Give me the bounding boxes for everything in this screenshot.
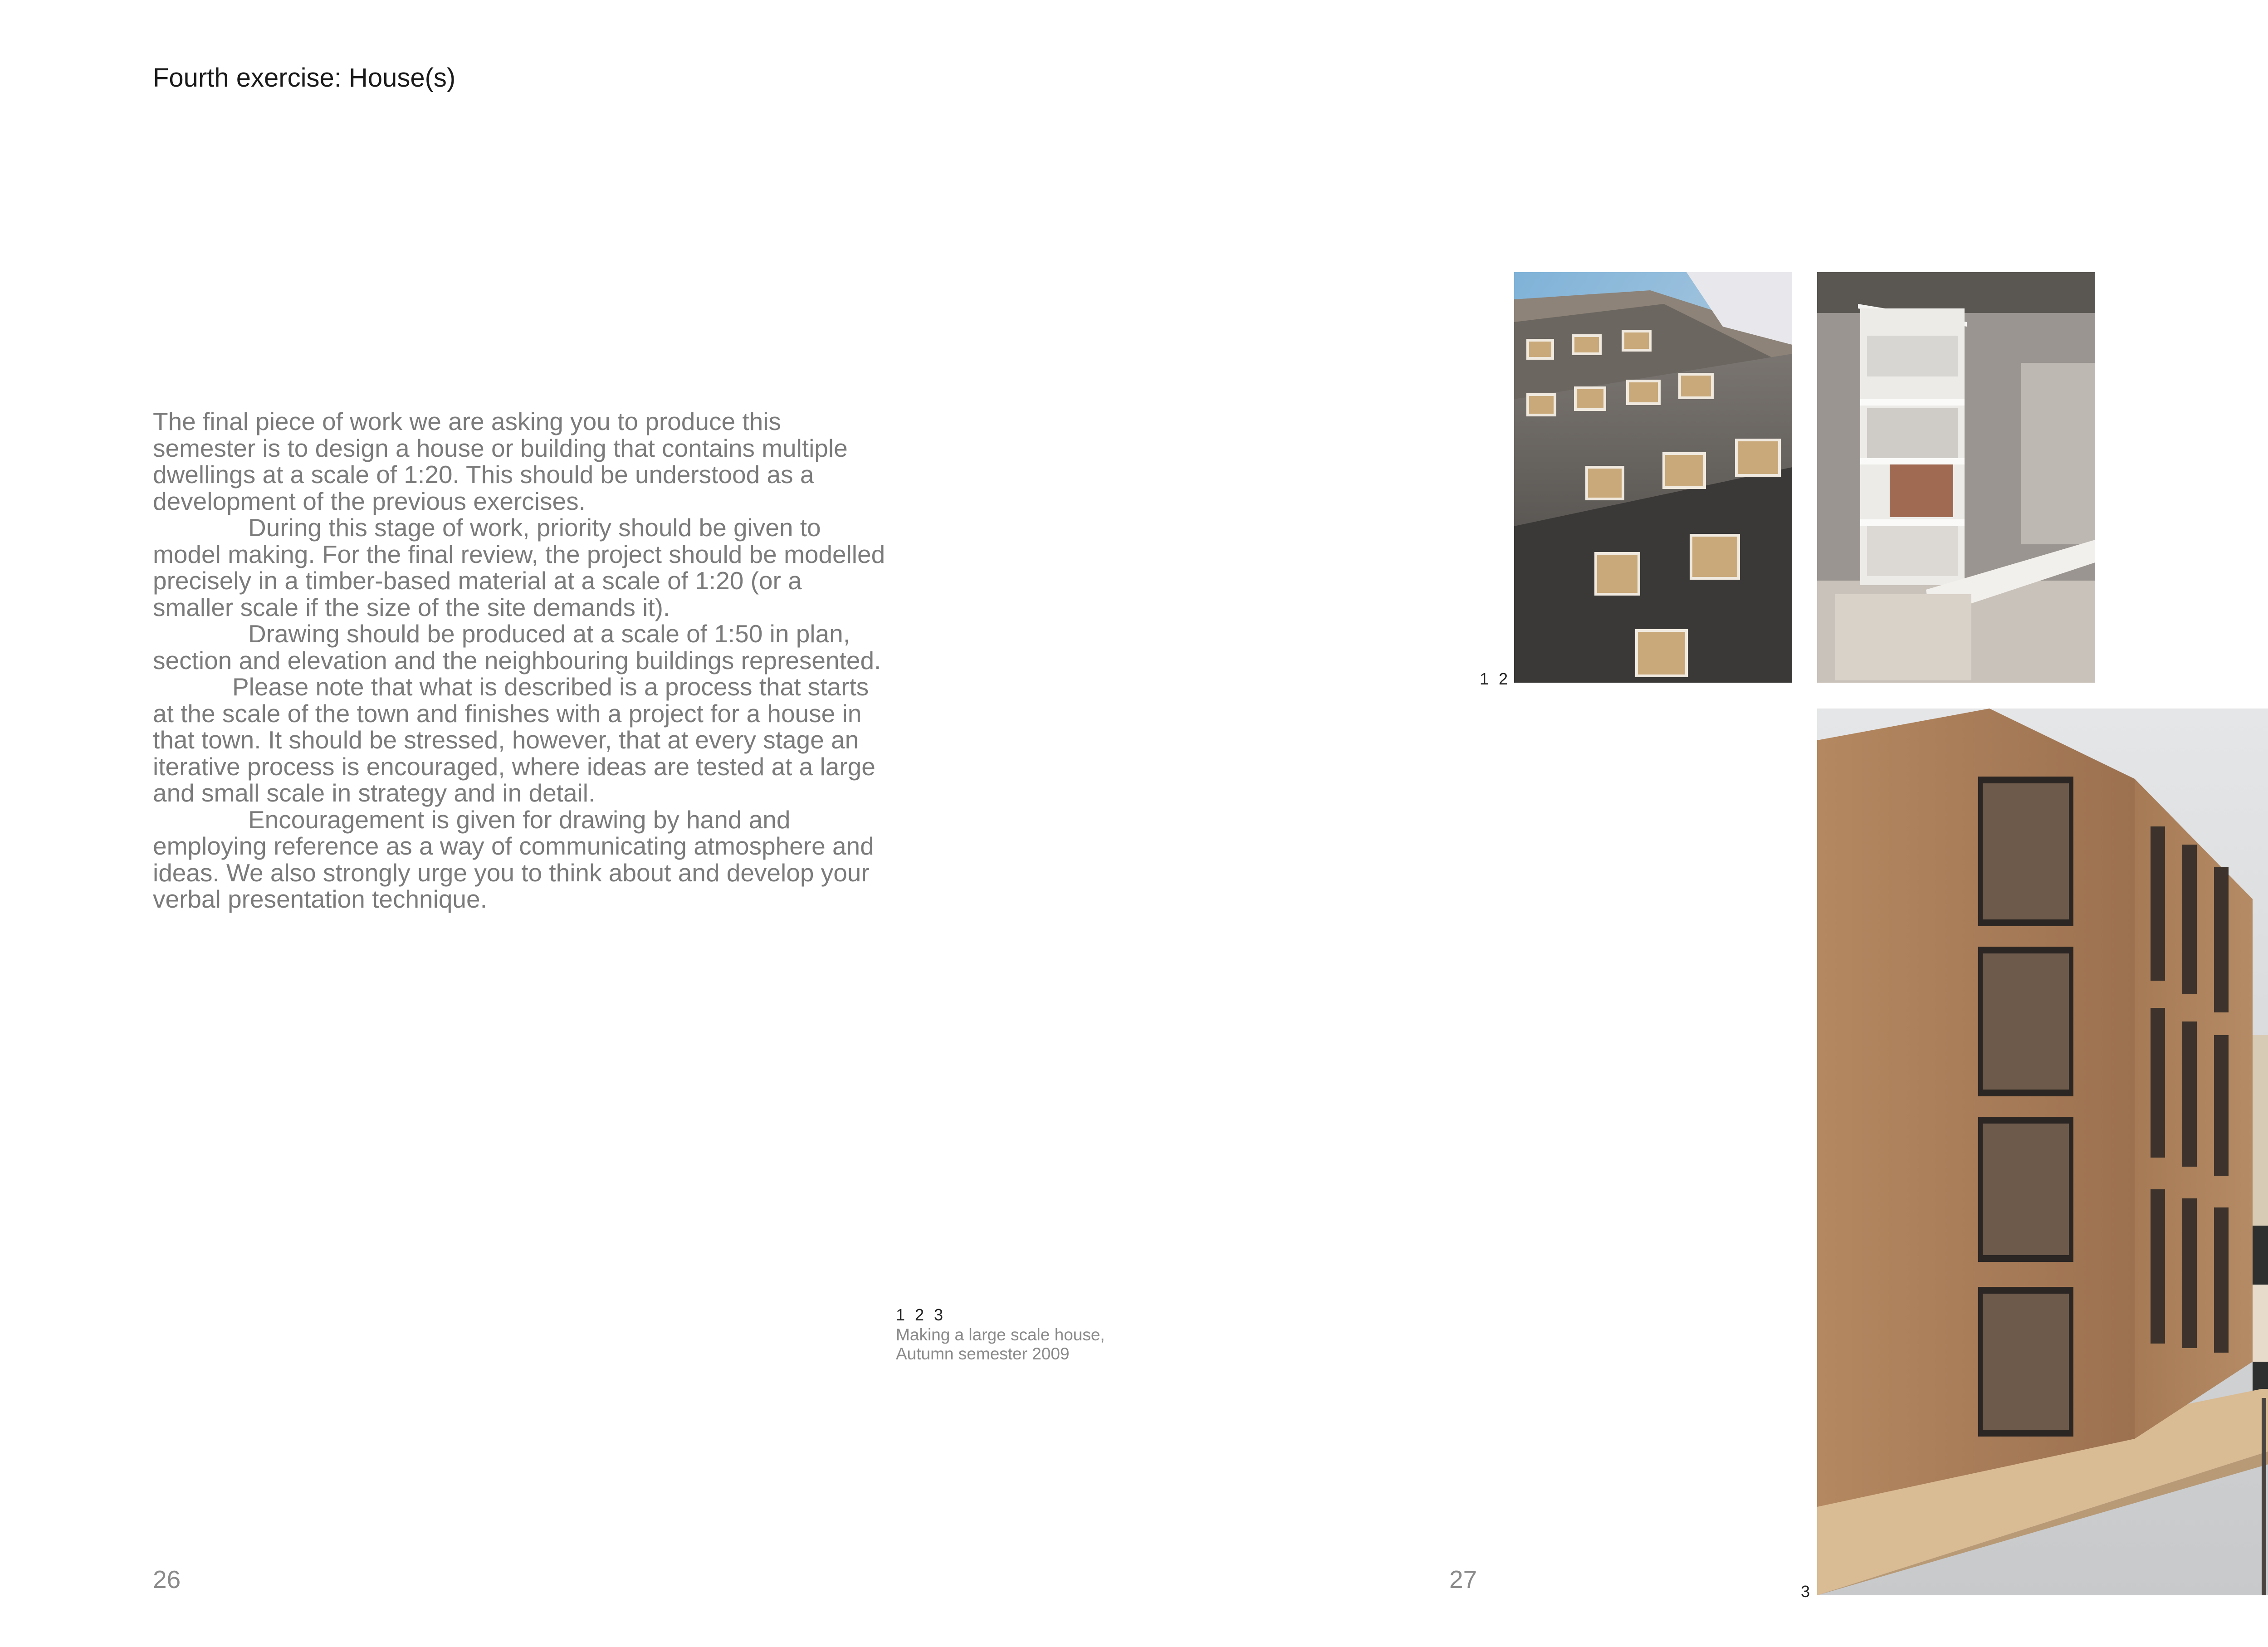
caption-line-2: Autumn semester 2009	[896, 1344, 1070, 1363]
paragraph-3: Drawing should be produced at a scale of 1:50 in plan, section and elevation and the neighbouring buildings represented.	[153, 620, 881, 674]
photo-facade-model	[1514, 272, 1792, 683]
paragraph-1: The final piece of work we are asking you to produce this semester is to design a house or building that contains multiple dwellings at a scale of 1:20. This should be understood as a development of the previous exercises.	[153, 407, 855, 515]
caption-figure-numbers: 1 2 3	[896, 1305, 946, 1324]
body-text	[153, 407, 892, 913]
photo-brick-building-model	[1817, 709, 2268, 1595]
photo-section-model	[1817, 272, 2095, 683]
figure-label-1-2: 1 2	[1480, 670, 1511, 688]
paragraph-5: Encouragement is given for drawing by hand and employing reference as a way of communicating atmosphere and ideas. We also strongly urge you to think about and develop your verbal presentation technique.	[153, 805, 881, 913]
paragraph-4: Please note that what is described is a process that starts at the scale of the town and finishes with a project for a house in that town. It should be stressed, however, that at every stage an iterative process is encouraged, where ideas are tested at a large and small scale in strategy and in detail.	[153, 673, 883, 807]
figure-label-3: 3	[1801, 1582, 1813, 1601]
paragraph-2: During this stage of work, priority should be given to model making. For the final review, the project should be modelled precisely in a timber-based material at a scale of 1:20 (or a smaller scale if the size of the site demands it).	[153, 513, 892, 621]
caption-text	[896, 1325, 1213, 1364]
caption-line-1: Making a large scale house,	[896, 1325, 1105, 1344]
page-number-right: 27	[1449, 1565, 1477, 1593]
page-number-left: 26	[153, 1565, 181, 1593]
page-header-title: Fourth exercise: House(s)	[153, 63, 456, 93]
